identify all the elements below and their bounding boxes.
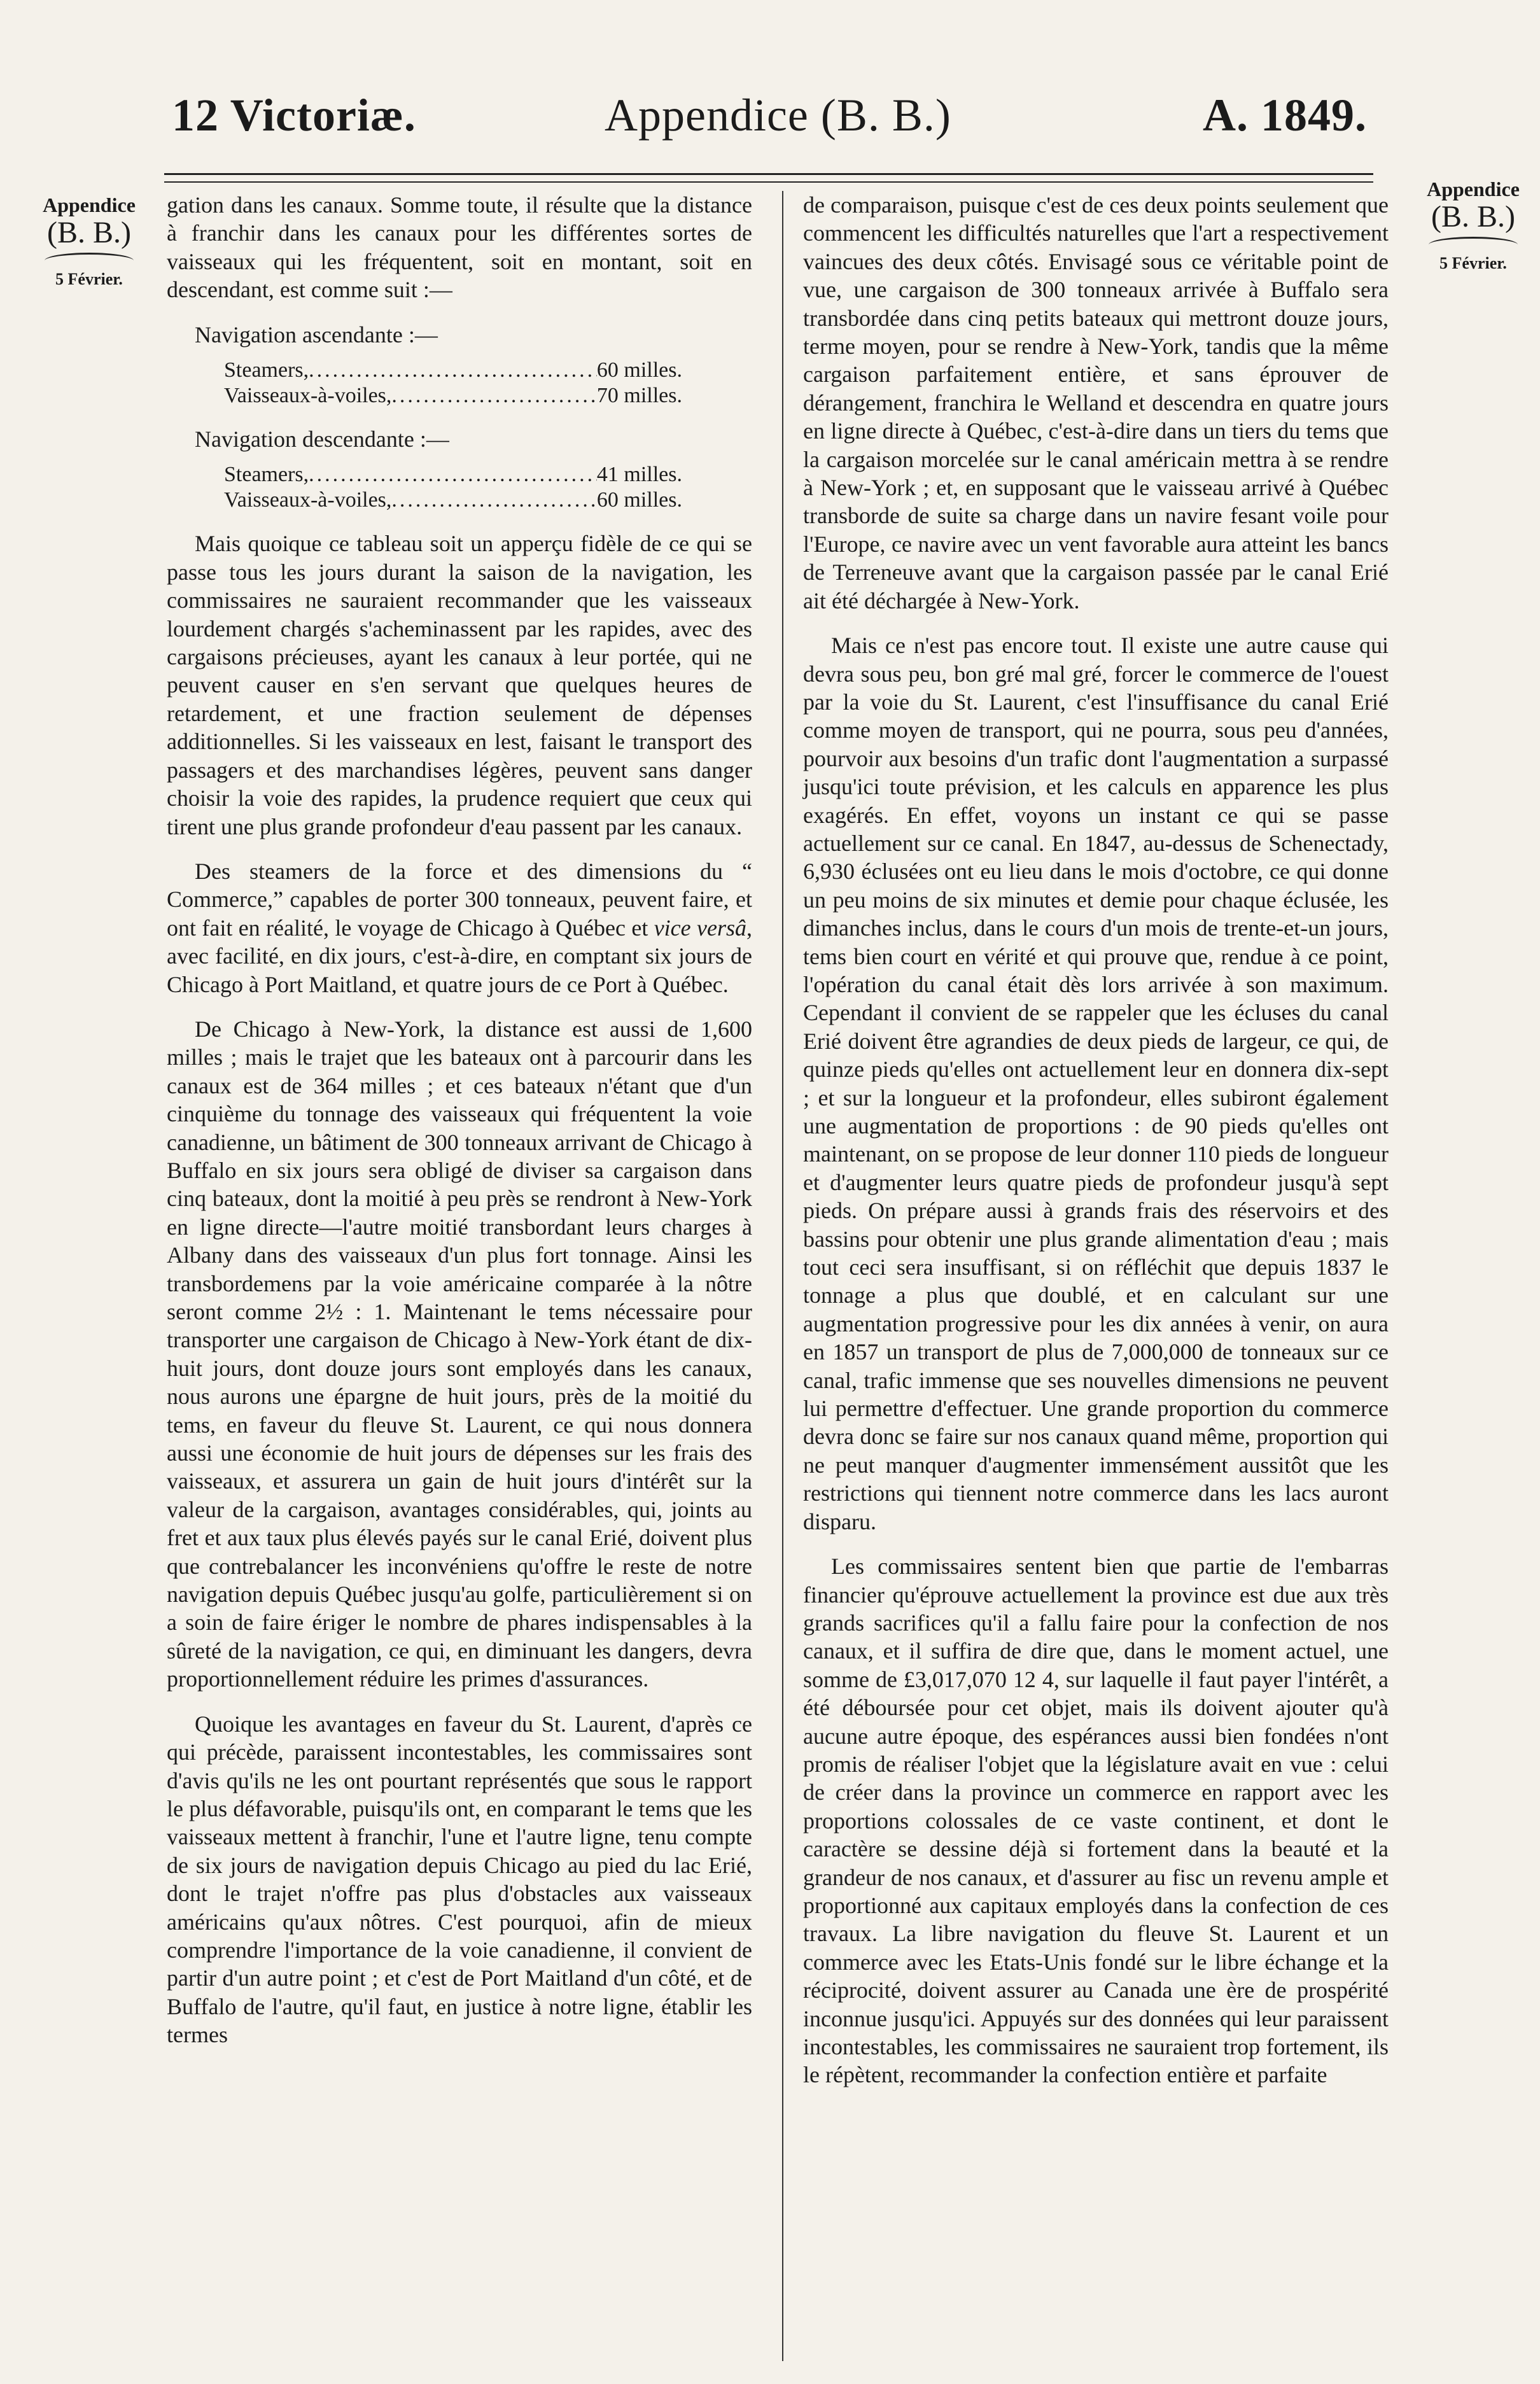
nav-distance: 60 milles. bbox=[596, 358, 682, 382]
nav-row bbox=[224, 383, 682, 409]
paragraph: Mais ce n'est pas encore tout. Il existe une autre cause qui devra sous peu, bon gré mal gré, forcer le commerce de l'ouest par la voie du St. Laurent, c'est l'insuffisance du canal Erié comme moyen de transport, qui ne pourra, sous peu d'années, pourvoir aux besoins d'un trafic dont l'augmentation a surpassé jusqu'ici toute prévision, et les calculs en apparence les plus exagérés. En effet, voyons un instant ce qui se passe actuellement sur ce canal. En 1847, au-dessus de Schenectady, 6,930 éclusées ont eu lieu dans le mois d'octobre, ce qui donne un peu moins de six minutes et demie pour chaque éclusée, les dimanches inclus, dans le cours d'un mois de trente-et-un jours, tems bien court en vérité et qui prouve que, rendue à ce point, l'opération du canal était dès lors arrivée à son maximum. Cependant il convient de se rappeler que les écluses du canal Erié doivent être agrandies de deux pieds de largeur, ce qui, de quinze pieds qu'elles ont actuellement leur en donnera dix-sept ; et sur la longueur et la profondeur, elles subiront également une augmentation de proportions : de 90 pieds qu'elles ont maintenant, on se propose de leur donner 110 pieds de longueur et d'augmenter leurs quatre pieds de profondeur jusqu'à sept pieds. On prépare aussi à grands frais des réservoirs et des bassins pour obtenir une plus grande alimentation d'eau ; mais tout ceci sera insuffisant, si on réfléchit que depuis 1837 le tonnage a plus que doublé, et en calculant sur une augmentation progressive pour les dix années à venir, on aura en 1857 un transport de plus de 7,000,000 de tonneaux sur ce canal, trafic immense que ses nouvelles dimensions ne peuvent lui permettre d'effectuer. Une grande proportion du commerce devra donc se faire sur nos canaux quand même, proportion qui ne peut manquer d'augmenter immensément aussitôt que les restrictions qui tiennent notre commerce dans les lacs auront disparu. bbox=[803, 633, 1389, 1534]
nav-ascending-title: Navigation ascendante :— bbox=[195, 321, 438, 347]
nav-vessel: Steamers, bbox=[224, 358, 309, 382]
header-year: A. 1849. bbox=[1203, 90, 1367, 141]
paragraph: Mais quoique ce tableau soit un apperçu fidèle de ce qui se passe tous les jours durant la saison de la navigation, les commissaires ne sauraient recommander que les vaisseaux lourdement chargés s'acheminassent par les rapides, avec des cargaisons précieuses, ayant les canaux à leur portée, qui ne peuvent causer en s'en servant que quelques heures de retardement, et une fraction seulement de dépenses additionnelles. Si les vaisseaux en lest, faisant le transport des passagers et des marchandises légères, peuvent sans danger choisir la voie des rapides, la prudence requiert que ceux qui tirent une plus grande profondeur d'eau passent par les canaux. bbox=[167, 531, 752, 839]
left-column bbox=[167, 191, 752, 2049]
text-run: Des steamers de la force et des dimensions du “ Commerce,” capables de porter 300 tonneaux, peuvent faire, et ont fait en réalité, le voyage de Chicago à Québec et bbox=[167, 858, 752, 941]
margin-appendice-label: Appendice bbox=[1427, 178, 1520, 200]
nav-row bbox=[224, 462, 682, 487]
margin-note-right bbox=[1410, 178, 1537, 273]
nav-vessel: Vaisseaux-à-voiles, bbox=[224, 488, 392, 512]
header-rule-bottom bbox=[164, 181, 1373, 183]
column-divider bbox=[782, 191, 783, 2361]
margin-date: 5 Février. bbox=[1439, 254, 1507, 272]
margin-appendice-label: Appendice bbox=[43, 193, 136, 216]
paragraph: Les commissaires sentent bien que partie de l'embarras financier qu'éprouve actuellement la province est due aux très grands sacrifices qu'il a fallu faire pour la confection de nos canaux, et il suffira de dire que, dans le moment actuel, une somme de £3,017,070 12 4, sur laquelle il faut payer l'intérêt, a été déboursée pour cet objet, mais ils doivent ajouter qu'à aucune autre époque, des espérances aussi bien fondées n'ont promis de réaliser l'objet que la législature avait en vue : celui de créer dans la province un commerce en rapport avec les proportions colossales de ce vaste continent, et dont le caractère se dessine déjà si fortement dans la beauté et la grandeur de nos canaux, et d'assurer au fisc un revenu ample et proportionné aux capitaux employés dans la confection de ces travaux. La libre navigation du fleuve St. Laurent et un commerce avec les Etats-Unis fondé sur le libre échange et la réciprocité, doivent assurer au Canada une ère de prospérité inconnue jusqu'ici. Appuyés sur des données qui leur paraissent incontestables, les commissaires ne sauraient trop fortement, ils le répètent, recommander la confection entière et parfaite bbox=[803, 1553, 1389, 2088]
leader-dots bbox=[391, 383, 596, 409]
nav-row bbox=[224, 358, 682, 383]
leader-dots bbox=[309, 462, 597, 487]
leader-dots bbox=[391, 487, 596, 513]
nav-distance: 70 milles. bbox=[596, 384, 682, 408]
paragraph: de comparaison, puisque c'est de ces deux points seulement que commencent les difficultés naturelles que l'art a respectivement vaincues des deux côtés. Envisagé sous ce véritable point de vue, une cargaison de 300 tonneaux arrivée à Buffalo sera transbordée dans cinq petits bateaux qui mettront douze jours, terme moyen, pour se rendre à New-York, tandis que la même cargaison parfaitement entière, et sans éprouver de dérangement, franchira le Welland et descendra en quatre jours en ligne directe à Québec, c'est-à-dire dans un tiers du tems que la cargaison morcelée sur le canal américain mettra à se rendre à New-York ; et, en supposant que le vaisseau arrivé à Québec transborde de suite sa charge dans un navire fesant voile pour l'Europe, ce navire avec un vent favorable aura atteint les bancs de Terreneuve avant que la cargaison passée par le canal Erié ait été déchargée à New-York. bbox=[803, 192, 1389, 614]
text-run: , avec facilité, en dix jours, c'est-à-dire, en comptant six jours de Chicago à Port Maitland, et quatre jours de ce Port à Québec. bbox=[167, 915, 752, 997]
margin-bb-label: (B. B.) bbox=[47, 216, 131, 249]
margin-brace bbox=[1429, 237, 1518, 253]
header-appendix: Appendice (B. B.) bbox=[605, 90, 951, 141]
text-run-italic: vice versâ bbox=[654, 915, 746, 941]
right-column bbox=[803, 191, 1389, 2089]
nav-distance: 60 milles. bbox=[596, 488, 682, 512]
nav-vessel: Vaisseaux-à-voiles, bbox=[224, 384, 392, 408]
paragraph bbox=[167, 857, 752, 999]
page-header bbox=[0, 89, 1540, 159]
margin-bb-label: (B. B.) bbox=[1431, 200, 1515, 234]
paragraph: Quoique les avantages en faveur du St. Laurent, d'après ce qui précède, paraissent incontestables, les commissaires sont d'avis qu'ils ne les ont pourtant représentés que sous le rapport le plus défavorable, puisqu'ils ont, en comparant le tems que les vaisseaux mettent à franchir, l'une et l'autre ligne, tenu compte de six jours de navigation depuis Chicago au pied du lac Erié, dont le trajet n'offre pas plus d'obstacles aux vaisseaux américains qu'aux nôtres. C'est pourquoi, afin de mieux comprendre l'importance de la voie canadienne, il convient de partir d'un autre point ; et c'est de Port Maitland d'un côté, et de Buffalo de l'autre, qu'il faut, en justice à notre ligne, établir les termes bbox=[167, 1711, 752, 2048]
header-session: 12 Victoriæ. bbox=[172, 90, 416, 141]
margin-note-left bbox=[25, 194, 153, 289]
header-rule-top bbox=[164, 173, 1373, 175]
leader-dots bbox=[309, 358, 597, 383]
nav-descending-title: Navigation descendante :— bbox=[195, 426, 449, 452]
margin-brace bbox=[45, 253, 134, 269]
nav-vessel: Steamers, bbox=[224, 463, 309, 487]
paragraph: De Chicago à New-York, la distance est aussi de 1,600 milles ; mais le trajet que les bateaux ont à parcourir dans les canaux est de 364 milles ; et ces bateaux n'étant que d'un cinquième du tonnage des vaisseaux qui fréquentent la voie canadienne, un bâtiment de 300 tonneaux arrivant de Chicago à Buffalo en six jours sera obligé de diviser sa cargaison dans cinq bateaux, dont la moitié à peu près se rendront à New-York en ligne directe—l'autre moitié transbordant leurs charges à Albany dans des vaisseaux d'un plus fort tonnage. Ainsi les transbordemens par la voie américaine comparée à la nôtre seront comme 2½ : 1. Maintenant le tems nécessaire pour transporter une cargaison de Chicago à New-York étant de dix-huit jours, dont douze jours sont employés dans les canaux, nous aurons une épargne de huit jours, près de la moitié du tems, en faveur du fleuve St. Laurent, ce qui nous donnera aussi une économie de huit jours de dépenses sur les frais des vaisseaux, et assurera un gain de huit jours d'intérêt sur la valeur de la cargaison, avantages considérables, qui, joints au fret et aux taux plus élevés payés sur le canal Erié, doivent plus que contrebalancer les inconvéniens qu'offre le reste de notre navigation depuis Québec jusqu'au golfe, particulièrement si on a soin de faire ériger le nombre de phares indispensables à la sûreté de la navigation, ce qui, en diminuant les dangers, devra proportionnellement réduire les primes d'assurances. bbox=[167, 1016, 752, 1692]
margin-date: 5 Février. bbox=[55, 270, 123, 288]
nav-row bbox=[224, 487, 682, 513]
paragraph: gation dans les canaux. Somme toute, il résulte que la distance à franchir dans les canaux pour les différentes sortes de vaisseaux qui les fréquentent, soit en montant, soit en descendant, est comme suit :— bbox=[167, 192, 752, 303]
nav-distance: 41 milles. bbox=[596, 463, 682, 487]
